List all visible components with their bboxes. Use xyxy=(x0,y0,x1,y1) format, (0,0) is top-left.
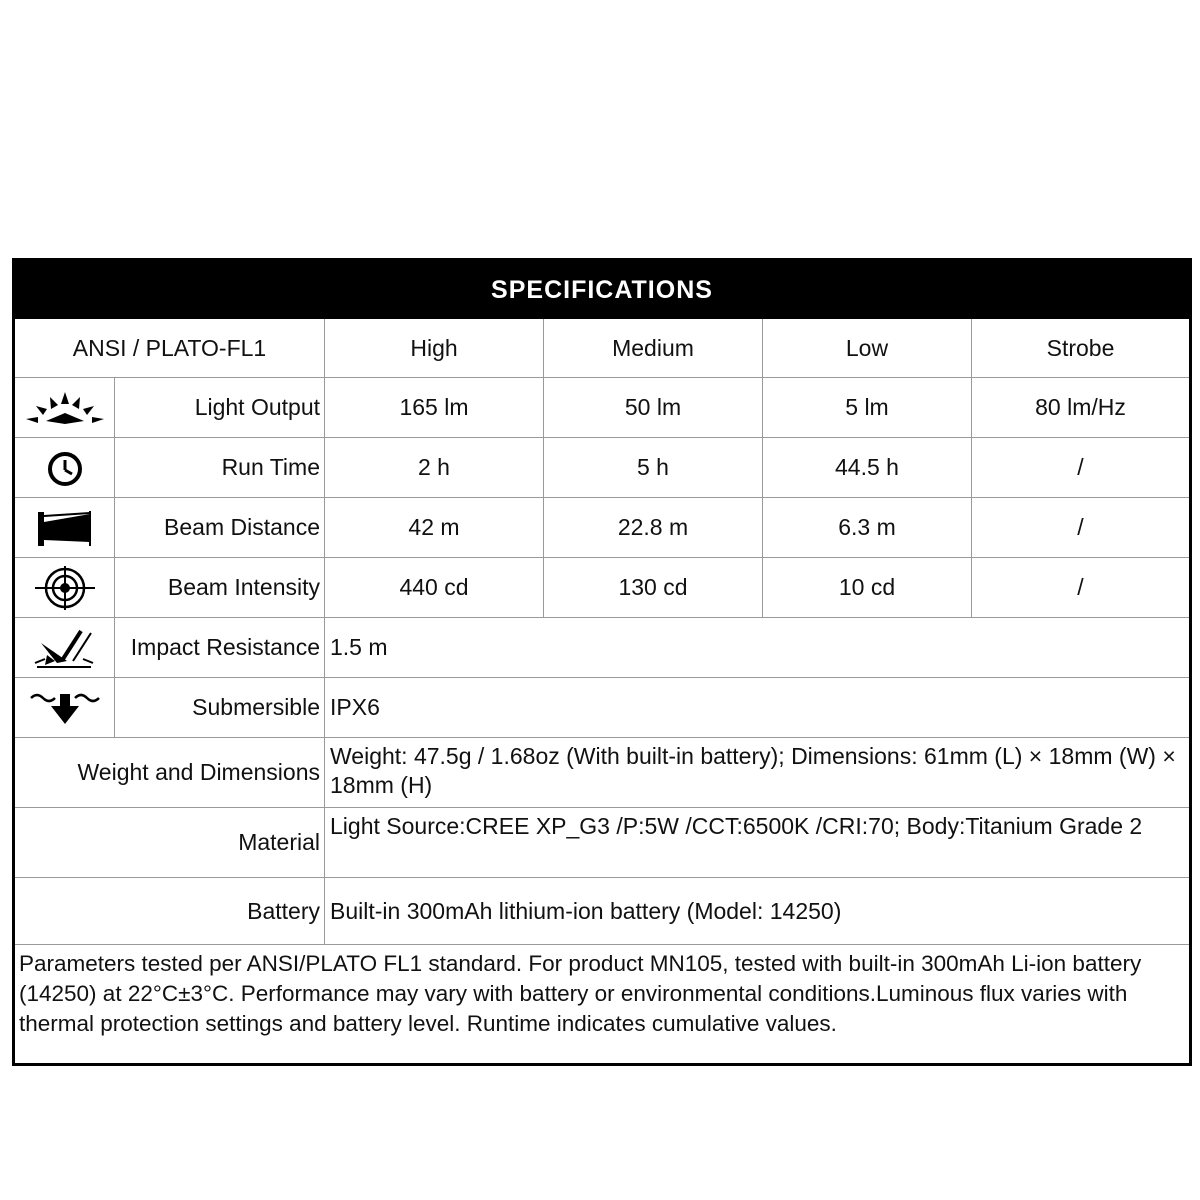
table-row xyxy=(15,808,1189,878)
value-cell: 44.5 h xyxy=(763,438,972,497)
value-cell: 42 m xyxy=(325,498,544,557)
table-row xyxy=(15,438,1189,498)
table-row xyxy=(15,678,1189,738)
row-label: Beam Intensity xyxy=(115,558,325,617)
value-cell: 5 lm xyxy=(763,378,972,437)
value-cell: Built-in 300mAh lithium-ion battery (Model: 14250) xyxy=(330,897,842,924)
value-cell: Weight: 47.5g / 1.68oz (With built-in battery); Dimensions: 61mm (L) × 18mm (W) × 18mm (H) xyxy=(330,743,1176,798)
specifications-table xyxy=(12,258,1192,1066)
row-label: Weight and Dimensions xyxy=(15,738,325,807)
value-cell: 1.5 m xyxy=(330,634,388,660)
value-cell: IPX6 xyxy=(330,694,380,720)
header-row xyxy=(15,319,1189,378)
mode-low: Low xyxy=(763,319,972,377)
row-label: Run Time xyxy=(115,438,325,497)
value-cell: Light Source:CREE XP_G3 /P:5W /CCT:6500K /CRI:70; Body:Titanium Grade 2 xyxy=(330,813,1143,839)
value-cell: 130 cd xyxy=(544,558,763,617)
value-cell: 165 lm xyxy=(325,378,544,437)
row-label: Beam Distance xyxy=(115,498,325,557)
table-row xyxy=(15,878,1189,945)
submersible-icon xyxy=(15,678,115,737)
impact-icon xyxy=(15,618,115,677)
mode-strobe: Strobe xyxy=(1046,334,1115,361)
mode-medium: Medium xyxy=(544,319,763,377)
table-row xyxy=(15,378,1189,438)
clock-icon xyxy=(15,438,115,497)
row-label: Submersible xyxy=(115,678,325,737)
table-row xyxy=(15,498,1189,558)
value-cell: / xyxy=(1077,514,1084,540)
value-cell: 2 h xyxy=(325,438,544,497)
beam-distance-icon xyxy=(15,498,115,557)
test-notes: Parameters tested per ANSI/PLATO FL1 standard. For product MN105, tested with built-in 300mAh Li-ion battery (14250) at 22°C±3°C. Performance may vary with battery or environmental conditions.Luminous flux varies with thermal protection settings and battery level. Runtime indicates cumulative values. xyxy=(19,951,1142,1036)
table-row xyxy=(15,738,1189,808)
light-output-icon xyxy=(15,378,115,437)
row-label: Battery xyxy=(15,878,325,944)
value-cell: / xyxy=(1077,454,1084,480)
standard-label: ANSI / PLATO-FL1 xyxy=(15,319,325,377)
table-row xyxy=(15,618,1189,678)
table-title: SPECIFICATIONS xyxy=(15,261,1189,319)
target-icon xyxy=(15,558,115,617)
value-cell: 22.8 m xyxy=(544,498,763,557)
value-cell: 6.3 m xyxy=(763,498,972,557)
value-cell: / xyxy=(1077,574,1084,600)
row-label: Material xyxy=(15,808,325,877)
row-label: Light Output xyxy=(115,378,325,437)
value-cell: 10 cd xyxy=(763,558,972,617)
mode-high: High xyxy=(325,319,544,377)
table-row xyxy=(15,558,1189,618)
value-cell: 80 lm/Hz xyxy=(1035,394,1126,420)
value-cell: 440 cd xyxy=(325,558,544,617)
value-cell: 5 h xyxy=(544,438,763,497)
value-cell: 50 lm xyxy=(544,378,763,437)
row-label: Impact Resistance xyxy=(115,618,325,677)
